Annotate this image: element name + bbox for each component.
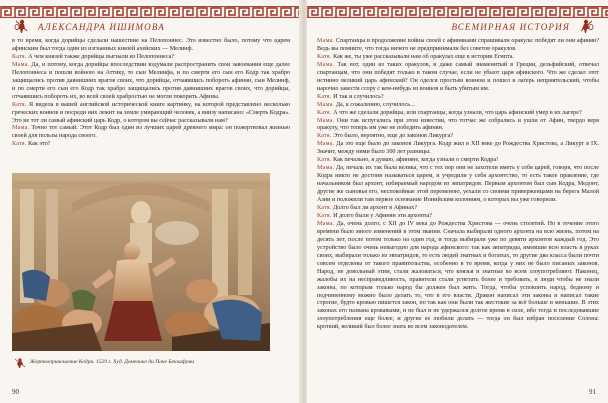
dialogue-paragraph [12,102,290,126]
speaker-label: Катя. [317,53,332,60]
running-header: АЛЕКСАНДРА ИШИМОВА [38,22,165,32]
paragraph-text: Как это? [28,141,51,148]
speaker-label: Мама. [317,220,335,227]
paragraph-text: Они так испугались при этом известии, что тотчас же собрались и ушли от Афин, твердо веря оракулу, что теперь им уже не победить афинян. [317,117,599,132]
painting-illustration [12,173,270,351]
right-page [307,0,608,403]
illustration-caption: Жертвоприношение Кодра. 1529 г. Худ. Доменико ди Паче Беккафуми [30,359,195,365]
paragraph-text: Да это еще было до законов Ликурга. Кодр жил в XII веке до Рождества Христова, а Ликург в IX. Значит, между ними было 300 лет разницы. [317,141,599,156]
dialogue-paragraph [317,205,599,213]
greek-warrior-icon [578,19,594,34]
speaker-label: Мама. [317,61,335,68]
speaker-label: Катя. [12,53,27,60]
dialogue-paragraph [317,62,599,94]
speaker-label: Катя. [317,93,332,100]
paragraph-text: Спартанцы в продолжение войны своей с афинянами спрашивали оракула: победят ли они афинян? Ведь вы помните, что тогда ничего не предпринимали без советов оракулов. [317,38,599,52]
running-header: ВСЕМИРНАЯ ИСТОРИЯ [451,22,570,32]
dialogue-paragraph [317,38,599,54]
paragraph-text: Долго был ли архонт в Афинах? [333,205,417,212]
dialogue-paragraph [317,118,599,134]
paragraph-text: Как печально, я думаю, афиняне, когда узнали о смерти Кодра! [333,157,499,164]
dialogue-paragraph [12,62,290,102]
greek-key-border [307,6,608,18]
paragraph-text: Да, печаль их так была велика, что с тех пор они не захотели иметь у себя царей, говоря, что после Кодра никто не достоин называться царем, и учредили у себя архонтство, то есть такое правление, где начальником был архонт, избираемый народом из эвпатридов. Первым архонтом был сын Кодра, Медонт, другие же сыновья его, неспокойные этой переменою, уехали со своими приверженцами на берега Малой Азии и положили там первое основание Ионийским колониям, о которых вы уже говорили. [317,165,599,204]
greek-warrior-icon [14,19,30,34]
page-number: 91 [589,388,596,396]
paragraph-text: Так вот, один из таких оракулов, и даже самый знаменитый в Греции, дельфийский, отвечал спартанцам, что они победят только в таком случае, если не убьют царя афинского. Что же сделал этот истинно великий царь афинский? Он оделся простым воином и пошел в лагерь неприятельский, чтобы нарочно завести ссору с кем-нибудь из воинов и быть убитым им. [317,61,599,92]
paragraph-text: Точно тот самый. Этот Кодр был один из лучших царей древнего мира: он пожертвовал жизнью своей для пользы народа своего. [12,125,290,140]
dialogue-paragraph [317,110,599,118]
paragraph-text: Я видела в вашей английской исторической книге картинку, на которой представлено несколько греческих воинов и посреди них лежит на земле умирающий человек, а внизу написано: «Смерть Кодра». Это не тот ли самый афинский царь Кодр, о котором вы сейчас рассказывали нам? [12,101,290,124]
right-body-text [317,38,599,332]
greek-key-border [0,6,301,18]
speaker-label: Катя. [317,157,332,164]
speaker-label: Мама. [317,38,335,44]
speaker-label: Катя. [317,109,332,116]
paragraph-text: Как же, ты уже рассказывали нам об оракулах еще в истории Египта. [333,53,514,60]
dialogue-paragraph [12,54,290,62]
dialogue-paragraph [12,38,290,54]
speaker-label: Мама. [12,125,30,132]
speaker-label: Катя. [12,141,27,148]
dialogue-paragraph [317,94,599,102]
dialogue-paragraph [317,54,599,62]
page-number: 90 [12,388,19,396]
dialogue-paragraph [317,213,599,221]
dialogue-paragraph [317,102,599,110]
dialogue-paragraph [317,221,599,332]
left-page [0,0,301,403]
dialogue-paragraph [12,141,290,149]
speaker-label: Мама. [317,165,335,172]
dialogue-paragraph [317,141,599,157]
paragraph-text: Это было, вероятно, еще до законов Ликурга? [333,133,453,140]
speaker-label: Мама. [317,141,335,148]
speaker-label: Мама. [317,117,335,124]
paragraph-text: А что же сделали дорийцы, или спартанцы, когда узнали, что царь афинский умер в их лагере? [333,109,582,116]
speaker-label: Мама. [317,101,335,108]
paragraph-text: в то время, когда дорийцы сделали нашествие на Пелопоннес. Это известно было, потому что царем афинским был тогда один из изгнанных князей ахейских — Мелинф. [12,38,290,52]
left-body-text [12,38,290,149]
speaker-label: Мама. [12,61,30,68]
paragraph-text: Да, к сожалению, случилось... [335,101,415,108]
speaker-label: Катя. [12,101,27,108]
caption-warrior-icon [14,358,26,368]
speaker-label: Катя. [317,212,332,219]
paragraph-text: И долго были у Афинян эти архонты? [333,212,433,219]
paragraph-text: Да, очень долго; с XII до IV века до Рождества Христова — очень столетий. Но в течение этого времени было много изменений в этом звании. Сначала выбирали одного архонта на всю жизнь, потом на десять лет, после потом только на один год, и тогда выбирали уже по девяти архонтов каждый год. Это устройство было очень невыгодно для народа афинского: так как эвпатриды, имевшие всю власть в руках своих, выбирали только из эвпатридов, то есть людей знатных и богатых, то другие два класса были почти совсем отделены от такого правительства, особенно в то время, когда у них не было писаных законов. Народ, не довольный этим, стали жаловаться, что князья и знатные во всем злоупотребляют. Наконец, жалобы их на несправедливость, правители стали угнетать более и требовать, и люди чтобы не знали законы, по которым только народ бы должен был жить. Тогда, чтобы успокоить народ, бедному и подчиненному можно было делать то, что в его власти. Дракон написал эти законы и написал такие строгие, будто кровью пишется закон, но так как они были так жестокие за всё больше и меньшие. В этих законах его названа кровавыми, и не был и не удержался долгое время в силе, ибо тогда и последовавшие злоупотребления еще более, и другие ее любили делать — тогда он был избран поселение Солона: кроткий, великий был более знать во всем законодателем. [317,220,599,331]
paragraph-text: Да, и потому, когда дорийцы впоследствии вздумали распространить свои завоевания еще далее Пелопоннеса и пошли войною на Аттику, то сын Мелинфа, и по смерти его сын его Кодр так храбро защищались против давнишних врагов своих, что дорийцы, отчаявшись побороть афинян, сын Мелинф, и по смерти его сын его Кодр так храбро защищались против давнишних врагов своих, что дорийцы, отчаявшись побороть их, во всей своей храбростью не могли покорить Афины. [12,61,290,100]
paragraph-text: И так и случилось? [333,93,384,100]
speaker-label: Катя. [317,205,332,212]
paragraph-text: А чем князей также дорийцы выгнали из Пелопоннеса? [28,53,175,60]
dialogue-paragraph [317,165,599,205]
speaker-label: Катя. [317,133,332,140]
dialogue-paragraph [12,125,290,141]
